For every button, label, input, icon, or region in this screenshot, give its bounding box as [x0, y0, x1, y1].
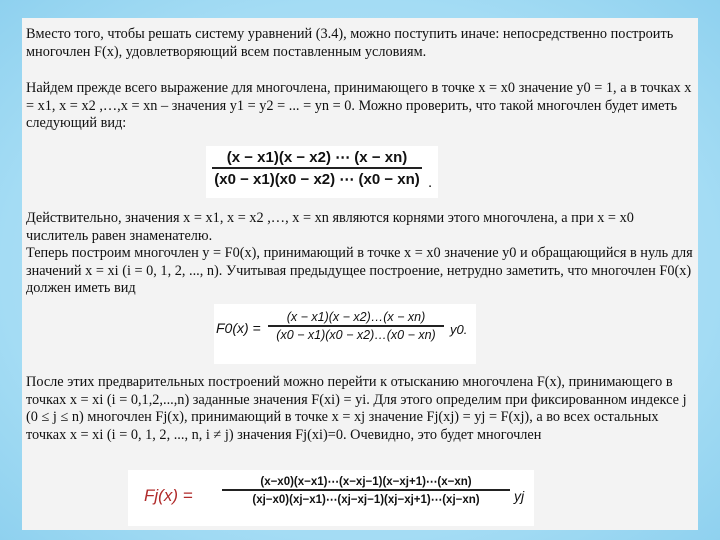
formula-2-factor: y0. — [450, 322, 468, 337]
paragraph-construction: Найдем прежде всего выражение для многочлена, принимающего в точке x = x0 значение y0 = 1, а в точках x = x1, x = x2 ,…,x = xn – значения y1 = y2 = ... = yn = 0. Можно проверить, что такой многочлен будет иметь следующий вид: — [26, 80, 692, 132]
formula-2-denominator: (x0 − x1)(x0 − x2)…(x0 − xn) — [276, 327, 436, 342]
fraction-bar — [222, 489, 510, 491]
formula-basis-polynomial — [206, 146, 438, 198]
fraction-bar — [268, 325, 444, 327]
formula-2-lhs: F0(x) = — [216, 320, 261, 336]
formula-2-numerator: (x − x1)(x − x2)…(x − xn) — [286, 310, 426, 324]
formula-3-numerator: (x−x0)(x−x1)⋯(x−xj−1)(x−xj+1)⋯(x−xn) — [260, 476, 472, 488]
formula-1-numerator: (x − x1)(x − x2) ⋯ (x − xn) — [226, 149, 408, 166]
formula-3-denominator: (xj−x0)(xj−x1)⋯(xj−xj−1)(xj−xj+1)⋯(xj−xn) — [252, 493, 480, 506]
formula-1-denominator: (x0 − x1)(x0 − x2) ⋯ (x0 − xn) — [214, 170, 420, 188]
formula-fj — [128, 470, 534, 526]
paragraph-lagrange: После этих предварительных построений можно перейти к отысканию многочлена F(x), принимающего в точках x = xi (i = 0,1,2,...,n) заданные значения F(xi) = yi. Для этого определим при фиксированном индексе j (0 ≤ j ≤ n) многочлен Fj(x), принимающий в точке x = xj значение Fj(xj) = yj = F(xj), а во всех остальных точках x = xi (i = 0, 1, 2, ..., n, i ≠ j) значения Fj(xi)=0. Очевидно, это будет многочлен — [26, 374, 687, 443]
formula-3-factor: yj — [514, 488, 525, 504]
formula-f0 — [214, 304, 476, 364]
formula-1-period: . — [428, 174, 433, 191]
formula-3-lhs: Fj(x) = — [144, 486, 193, 505]
paragraph-roots: Действительно, значения x = x1, x = x2 ,…, x = xn являются корнями этого многочлена, а при x = x0 числитель равен знаменателю. — [26, 210, 634, 244]
paragraph-intro: Вместо того, чтобы решать систему уравнений (3.4), можно поступить иначе: непосредственно построить многочлен F(x), удовлетворяющий всем поставленным условиям. — [26, 26, 674, 60]
paragraph-f0: Теперь построим многочлен y = F0(x), принимающий в точке x = x0 значение y0 и обращающийся в нуль для значений x = xi (i = 0, 1, 2, ..., n). Учитывая предыдущее построение, нетрудно заметить, что многочлен F0(x) должен иметь вид — [26, 245, 693, 297]
fraction-bar — [212, 167, 422, 169]
